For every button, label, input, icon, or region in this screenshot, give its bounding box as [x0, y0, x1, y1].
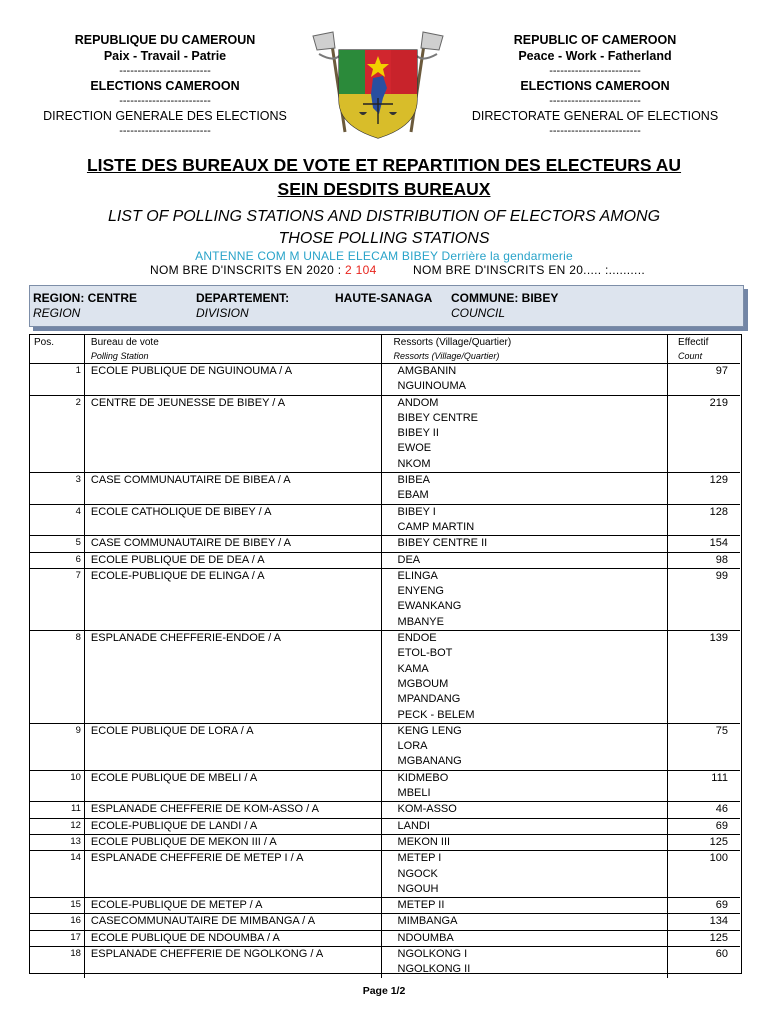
ressort-item: ANDOM [397, 396, 439, 409]
row-pos: 9 [30, 723, 84, 770]
polling-station-name: ECOLE PUBLIQUE DE MBELI / A [90, 771, 258, 784]
ressort-item: MEKON III [397, 835, 451, 848]
table-row [30, 898, 740, 914]
polling-station-name: CASE COMMUNAUTAIRE DE BIBEY / A [90, 537, 292, 550]
ressort-item: MIMBANGA [397, 915, 458, 928]
row-count [668, 834, 740, 850]
table-row [30, 946, 740, 977]
ressort-item: NGOLKONG I [397, 947, 468, 960]
header-right [455, 32, 735, 138]
table-row [30, 834, 740, 850]
ressort-item: KENG LENG [397, 724, 462, 737]
row-ressorts [381, 395, 668, 472]
table-row [30, 851, 740, 898]
table-row [30, 504, 740, 536]
row-count [668, 536, 740, 552]
count-value: 98 [715, 553, 728, 566]
motto-en: Peace - Work - Fatherland [518, 49, 672, 63]
row-ressorts [381, 552, 668, 568]
table-row [30, 473, 740, 505]
separator: ------------------------- [549, 95, 641, 107]
row-count [668, 631, 740, 724]
row-pos: 14 [30, 851, 84, 898]
region-en: REGION [33, 306, 81, 320]
row-ressorts [381, 914, 668, 930]
ressort-item: BIBEY CENTRE II [397, 537, 488, 550]
table-row [30, 723, 740, 770]
inscrits-2020-value: 2 104 [345, 263, 377, 277]
row-ressorts [381, 536, 668, 552]
count-value: 128 [709, 505, 728, 518]
polling-station-name: ECOLE-PUBLIQUE DE LANDI / A [90, 819, 258, 832]
page-number: Page 1/2 [362, 985, 406, 997]
dept-en: DIRECTORATE GENERAL OF ELECTIONS [471, 109, 719, 123]
ressort-item: NGOUH [397, 882, 439, 895]
motto-fr: Paix - Travail - Patrie [103, 49, 227, 63]
row-polling-station [84, 723, 381, 770]
row-ressorts [381, 770, 668, 802]
polling-station-name: ESPLANADE CHEFFERIE DE KOM-ASSO / A [90, 803, 319, 816]
country-fr: REPUBLIQUE DU CAMEROUN [74, 33, 256, 47]
ressort-item: KOM-ASSO [397, 803, 457, 816]
row-count [668, 568, 740, 630]
row-ressorts [381, 834, 668, 850]
inscrits-2020 [150, 263, 377, 277]
table-body [30, 364, 740, 978]
row-count [668, 364, 740, 396]
row-ressorts [381, 818, 668, 834]
table-row [30, 631, 740, 724]
row-pos: 18 [30, 946, 84, 977]
country-en: REPUBLIC OF CAMEROON [513, 33, 677, 47]
polling-station-name: ESPLANADE CHEFFERIE DE METEP I / A [90, 852, 304, 865]
ressort-item: NGOCK [397, 867, 438, 880]
ressort-item: ENDOE [397, 632, 437, 645]
inscrits-2020-label: NOM BRE D'INSCRITS EN 2020 : [150, 263, 346, 277]
count-value: 100 [709, 852, 728, 865]
title-en-line1: LIST OF POLLING STATIONS AND DISTRIBUTION OF ELECTORS AMONG [107, 208, 661, 225]
table-row [30, 914, 740, 930]
region-info-box [29, 285, 744, 327]
ressort-item: MPANDANG [397, 693, 461, 706]
row-polling-station [84, 851, 381, 898]
ressort-item: ETOL-BOT [397, 647, 453, 660]
ressort-item: KIDMEBO [397, 771, 449, 784]
row-ressorts [381, 898, 668, 914]
polling-station-name: ECOLE PUBLIQUE DE NGUINOUMA / A [90, 365, 293, 377]
row-ressorts [381, 473, 668, 505]
row-count [668, 802, 740, 818]
ressort-item: DEA [397, 553, 421, 566]
polling-station-name: ECOLE PUBLIQUE DE MEKON III / A [90, 835, 277, 848]
row-pos: 2 [30, 395, 84, 472]
ressort-item: EWANKANG [397, 600, 462, 613]
row-polling-station [84, 552, 381, 568]
row-count [668, 770, 740, 802]
header-left [25, 32, 305, 138]
row-polling-station [84, 770, 381, 802]
row-ressorts [381, 802, 668, 818]
count-value: 69 [715, 899, 728, 912]
row-count [668, 930, 740, 946]
table-row [30, 364, 740, 396]
title-fr-line1: LISTE DES BUREAUX DE VOTE ET REPARTITION DES ELECTEURS AU [86, 155, 682, 175]
row-count [668, 898, 740, 914]
commune-label: COMMUNE: BIBEY [451, 291, 559, 305]
ressort-item: MBANYE [397, 615, 444, 628]
polling-station-name: ECOLE-PUBLIQUE DE ELINGA / A [90, 569, 265, 582]
inscrits-20xx: NOM BRE D'INSCRITS EN 20..... :.......... [413, 263, 645, 277]
row-pos: 1 [30, 364, 84, 396]
count-value: 111 [711, 771, 728, 784]
dept-fr: DIRECTION GENERALE DES ELECTIONS [43, 109, 287, 123]
table-header-row [30, 335, 740, 364]
region-label: REGION: CENTRE [33, 291, 138, 305]
separator: ------------------------- [119, 125, 211, 137]
ressort-item: KAMA [397, 662, 429, 675]
title-fr-line2: SEIN DESDITS BUREAUX [277, 179, 491, 199]
table-row [30, 930, 740, 946]
ressort-item: METEP I [397, 852, 442, 865]
row-count [668, 723, 740, 770]
row-polling-station [84, 930, 381, 946]
row-pos: 12 [30, 818, 84, 834]
row-polling-station [84, 946, 381, 977]
row-pos: 7 [30, 568, 84, 630]
count-value: 125 [709, 835, 728, 848]
row-pos: 4 [30, 504, 84, 536]
ressort-item: BIBEY I [397, 505, 436, 518]
ressort-item: EWOE [397, 442, 432, 455]
count-value: 154 [709, 537, 728, 550]
count-value: 99 [715, 569, 728, 582]
row-ressorts [381, 631, 668, 724]
table-row [30, 395, 740, 472]
count-value: 129 [709, 474, 728, 487]
division-en: DIVISION [196, 306, 249, 320]
row-count [668, 851, 740, 898]
ressort-item: NGUINOUMA [397, 380, 466, 393]
count-value: 139 [709, 632, 728, 645]
row-count [668, 395, 740, 472]
row-count [668, 914, 740, 930]
ressort-item: CAMP MARTIN [397, 520, 475, 533]
coat-of-arms-emblem [309, 28, 447, 144]
row-ressorts [381, 504, 668, 536]
ressort-item: BIBEY CENTRE [397, 411, 479, 424]
ressort-item: BIBEY II [397, 427, 439, 440]
count-value: 75 [715, 724, 728, 737]
ressort-item: LANDI [397, 819, 430, 832]
row-polling-station [84, 898, 381, 914]
row-polling-station [84, 473, 381, 505]
polling-station-name: ECOLE PUBLIQUE DE NDOUMBA / A [90, 931, 280, 944]
table-row [30, 802, 740, 818]
ressort-item: BIBEA [397, 474, 430, 487]
row-pos: 17 [30, 930, 84, 946]
table-row [30, 818, 740, 834]
row-pos: 16 [30, 914, 84, 930]
antenne-label: ANTENNE COM M UNALE ELECAM BIBEY Derrière la gendarmerie [195, 249, 573, 263]
row-ressorts [381, 930, 668, 946]
row-polling-station [84, 818, 381, 834]
row-pos: 11 [30, 802, 84, 818]
ressort-item: NDOUMBA [397, 931, 454, 944]
count-value: 219 [709, 396, 728, 409]
polling-station-name: ECOLE CATHOLIQUE DE BIBEY / A [90, 505, 272, 518]
header-effectif: Effectif Count [668, 335, 740, 364]
row-polling-station [84, 395, 381, 472]
row-polling-station [84, 568, 381, 630]
count-value: 97 [715, 365, 728, 377]
row-ressorts [381, 851, 668, 898]
polling-station-name: ECOLE PUBLIQUE DE LORA / A [90, 724, 254, 737]
count-value: 125 [709, 931, 728, 944]
polling-station-name: CASECOMMUNAUTAIRE DE MIMBANGA / A [90, 915, 316, 928]
ressort-item: NKOM [397, 457, 431, 470]
ressort-item: NGOLKONG II [397, 963, 471, 976]
ressort-item: METEP II [397, 899, 445, 912]
row-polling-station [84, 914, 381, 930]
row-pos: 10 [30, 770, 84, 802]
row-polling-station [84, 504, 381, 536]
ressort-item: ELINGA [397, 569, 438, 582]
ressort-item: MGBANANG [397, 755, 462, 768]
header-pos: Pos. [30, 335, 84, 364]
row-ressorts [381, 568, 668, 630]
row-polling-station [84, 536, 381, 552]
row-count [668, 504, 740, 536]
table-row [30, 552, 740, 568]
separator: ------------------------- [119, 95, 211, 107]
row-polling-station [84, 802, 381, 818]
row-count [668, 818, 740, 834]
count-value: 46 [715, 803, 728, 816]
departement-value: HAUTE-SANAGA [335, 291, 433, 305]
ressort-item: MBELI [397, 787, 431, 800]
org-en: ELECTIONS CAMEROON [520, 79, 670, 93]
title-en-line2: THOSE POLLING STATIONS [278, 230, 490, 247]
row-pos: 6 [30, 552, 84, 568]
count-value: 69 [715, 819, 728, 832]
row-polling-station [84, 631, 381, 724]
row-polling-station [84, 364, 381, 396]
header-bureau: Bureau de vote Polling Station [84, 335, 381, 364]
polling-station-name: CASE COMMUNAUTAIRE DE BIBEA / A [90, 474, 291, 487]
separator: ------------------------- [119, 65, 211, 77]
row-count [668, 473, 740, 505]
row-pos: 13 [30, 834, 84, 850]
count-value: 134 [709, 915, 728, 928]
polling-station-name: ESPLANADE CHEFFERIE DE NGOLKONG / A [90, 947, 324, 960]
separator: ------------------------- [549, 125, 641, 137]
org-fr: ELECTIONS CAMEROON [90, 79, 240, 93]
row-count [668, 552, 740, 568]
departement-label: DEPARTEMENT: [196, 291, 290, 305]
row-pos: 5 [30, 536, 84, 552]
ressort-item: ENYENG [397, 585, 444, 598]
polling-station-name: ECOLE-PUBLIQUE DE METEP / A [90, 899, 263, 912]
row-pos: 8 [30, 631, 84, 724]
row-polling-station [84, 834, 381, 850]
polling-station-name: ECOLE PUBLIQUE DE DE DEA / A [90, 553, 265, 566]
table-row [30, 770, 740, 802]
row-ressorts [381, 946, 668, 977]
header-ressorts: Ressorts (Village/Quartier) Ressorts (Village/Quartier) [381, 335, 668, 364]
count-value: 60 [715, 947, 728, 960]
separator: ------------------------- [549, 65, 641, 77]
row-ressorts [381, 723, 668, 770]
ressort-item: EBAM [397, 489, 429, 502]
polling-stations-table [29, 334, 742, 974]
table-row [30, 536, 740, 552]
council-en: COUNCIL [451, 306, 506, 320]
row-count [668, 946, 740, 977]
ressort-item: LORA [397, 740, 428, 753]
ressort-item: PECK - BELEM [397, 708, 475, 721]
row-pos: 3 [30, 473, 84, 505]
polling-station-name: ESPLANADE CHEFFERIE-ENDOE / A [90, 632, 282, 645]
polling-station-name: CENTRE DE JEUNESSE DE BIBEY / A [90, 396, 286, 409]
row-ressorts [381, 364, 668, 396]
ressort-item: MGBOUM [397, 677, 449, 690]
row-pos: 15 [30, 898, 84, 914]
ressort-item: AMGBANIN [397, 365, 457, 377]
table-row [30, 568, 740, 630]
